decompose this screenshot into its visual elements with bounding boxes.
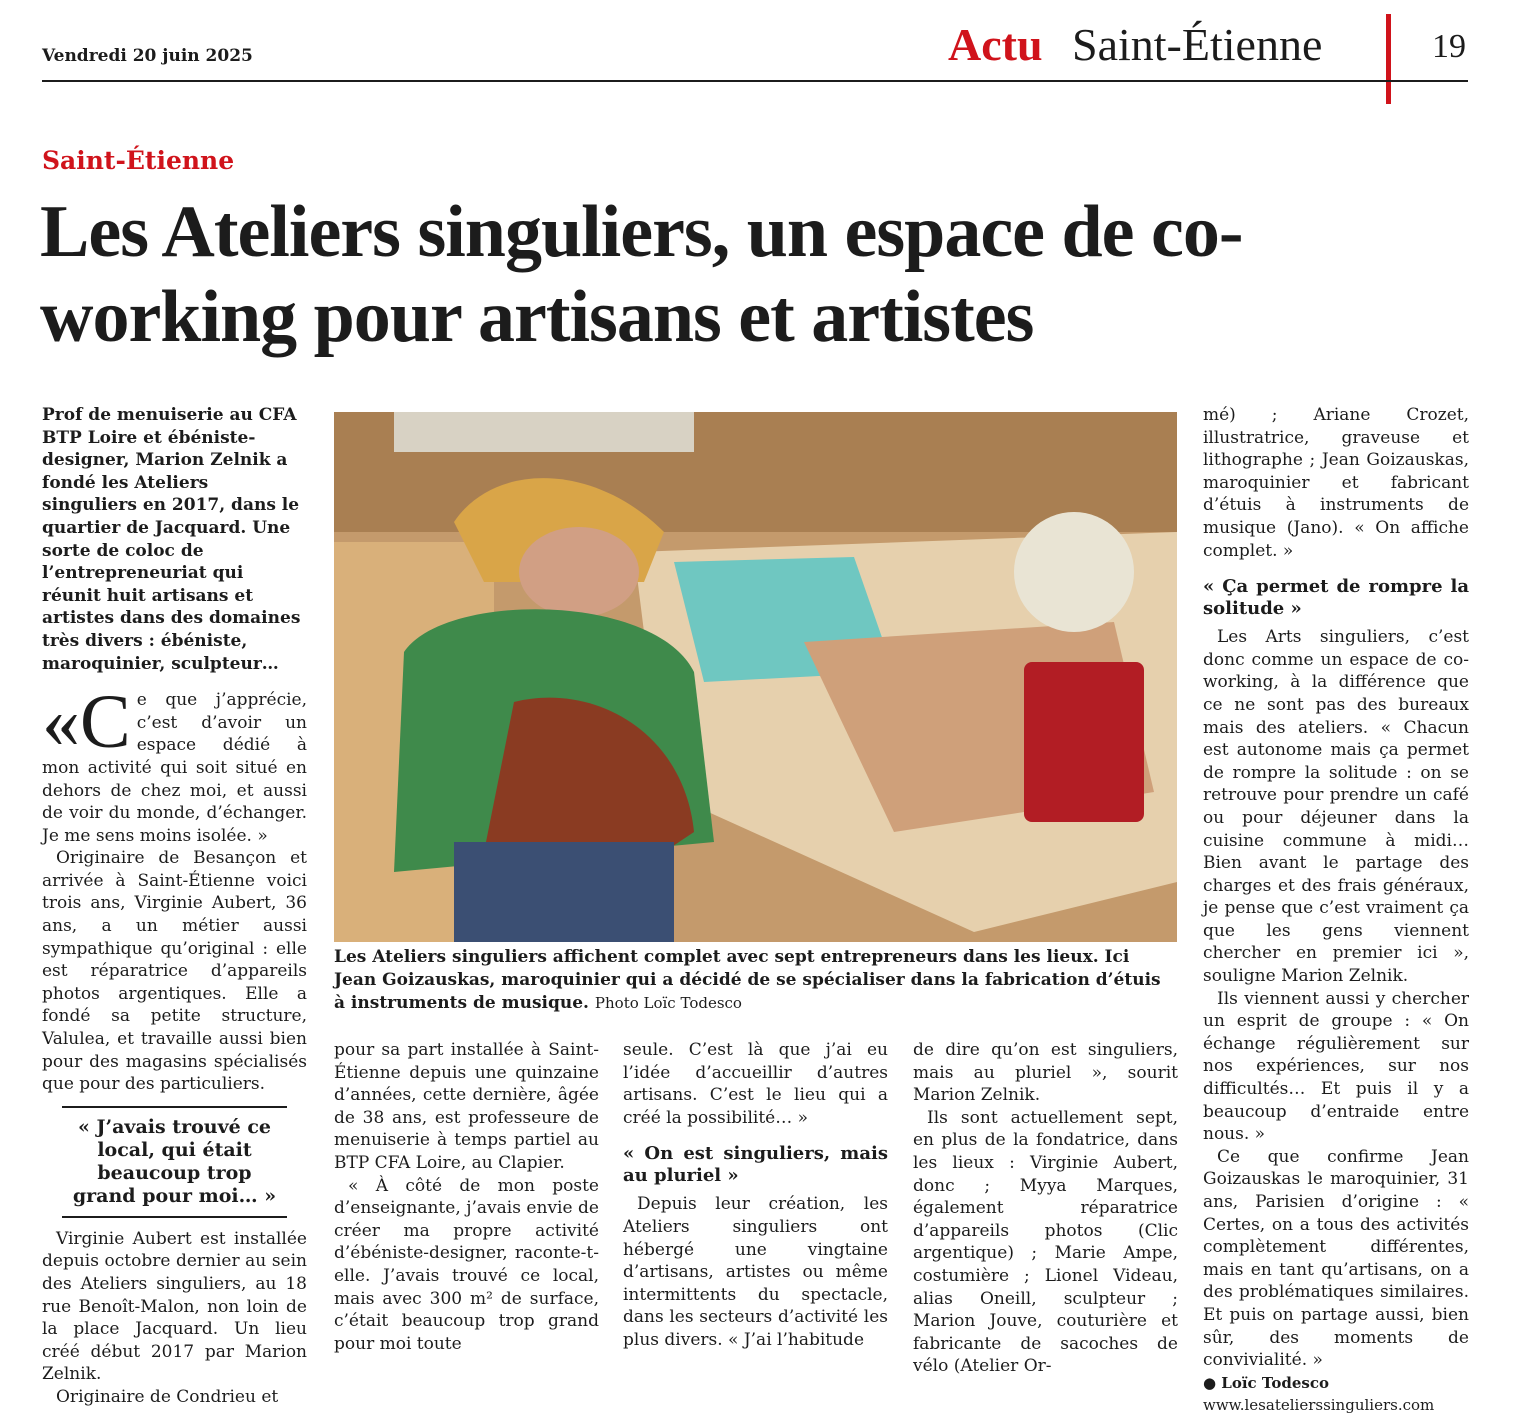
body-paragraph: Ils sont actuellement sept, en plus de la fondatrice, dans les lieux : Virginie Aubert, donc ; Myya Marques, également réparatrice d’appareils photos (Clic argentique) ; Marie Ampe, costumière ; Lionel Videau, alias Oneill, sculpteur ; Marion Jouve, couturière et fabricante de sacoches de vélo (Atelier Or- [913,1107,1178,1377]
author-signature: ● Loïc Todesco [1203,1373,1329,1392]
subheading: « On est singuliers, mais au pluriel » [623,1143,888,1187]
body-paragraph: Originaire de Besançon et arrivée à Saint-Étienne voici trois ans, Virginie Aubert, 36 ans, a un métier aussi sympathique qu’original : elle est réparatrice d’appareils photos argentiques. Elle a fondé sa petite structure, Valulea, et travaille aussi bien pour des magasins spécialisés que pour des particuliers. [42,848,307,1095]
article-headline: Les Ateliers singuliers, un espace de co-working pour artisans et artistes [40,191,1243,358]
column-4 [913,1039,1178,1378]
body-paragraph: pour sa part installée à Saint-Étienne depuis une quinzaine d’années, cette dernière, âgée de 38 ans, est professeure de menuiserie à temps partiel au BTP CFA Loire, au Clapier. [334,1040,599,1173]
body-paragraph: seule. C’est là que j’ai eu l’idée d’accueillir d’autres artisans. C’est le lieu qui a créé la possibilité… » [623,1040,888,1128]
column-1 [42,404,307,1409]
website-link[interactable]: www.lesatelierssinguliers.com [1203,1396,1435,1415]
section-city: Saint-Étienne [1072,19,1323,70]
opening-quote-paragraph: «C e que j’apprécie, c’est d’avoir un espace dédié à mon activité qui soit situé en dehors de chez moi, et aussi de voir du monde, d’échanger. Je me sens moins isolée. » [42,680,307,846]
column-3 [623,1039,888,1352]
photo-caption: Les Ateliers singuliers affichent complet avec sept entrepreneurs dans les lieux. Ici Jean Goizauskas, maroquinier qui a décidé de se spécialiser dans la fabrication d’étuis à instruments de musique. Photo Loïc Todesco [334,947,1161,1013]
body-paragraph: Ce que confirme Jean Goizauskas le maroquinier, 31 ans, Parisien d’origine : « Certes, on a tous des activités complètement différentes, mais en tant qu’artisans, on a des problématiques similaires. Et puis on partage aussi, bien sûr, des moments de convivialité. » [1203,1146,1469,1371]
column-2 [334,1039,599,1355]
body-paragraph: Les Arts singuliers, c’est donc comme un espace de co-working, à la différence que ce ne sont pas des bureaux mais des ateliers. « Chacun est autonome mais ça permet de rompre la solitude : on se retrouve pour prendre un café ou pour déjeuner dans la cuisine commune à midi… Bien avant le partage des charges et des frais généraux, je pense que c’est vraiment ça que les gens viennent chercher en premier ici », souligne Marion Zelnik. [1203,627,1469,987]
body-paragraph: Ils viennent aussi y chercher un esprit de groupe : « On échange régulièrement sur nos expériences, sur nos difficultés… Et puis il y a beaucoup d’entraide entre nous. » [1203,988,1469,1145]
section-actu: Actu [948,19,1043,70]
article-photo [334,412,1177,942]
body-paragraph: de dire qu’on est singuliers, mais au pluriel », sourit Marion Zelnik. [913,1040,1178,1106]
body-paragraph: Originaire de Condrieu et [56,1386,279,1407]
page-number: 19 [1432,28,1466,65]
subheading: « Ça permet de rompre la solitude » [1203,576,1469,620]
workshop-photo-illustration [334,412,1177,942]
header-rule [42,80,1468,82]
article-kicker: Saint-Étienne [42,146,235,175]
body-paragraph: Virginie Aubert est installée depuis octobre dernier au sein des Ateliers singuliers, au 18 rue Benoît-Malon, non loin de la place Jacquard. Un lieu créé début 2017 par Marion Zelnik. [42,1228,307,1385]
column-5 [1203,404,1469,1417]
body-paragraph: mé) ; Ariane Crozet, illustratrice, graveuse et lithographe ; Jean Goizauskas, maroquinier et fabricant d’étuis à instruments de musique (Jano). « On affiche complet. » [1203,405,1469,561]
body-paragraph: Depuis leur création, les Ateliers singuliers ont hébergé une vingtaine d’artisans, artistes ou même intermittents du spectacle, dans les secteurs d’activité les plus divers. « J’ai l’habitude [623,1194,888,1350]
photo-credit: Photo Loïc Todesco [594,994,742,1012]
body-paragraph: « À côté de mon poste d’enseignante, j’avais envie de créer ma propre activité d’ébéniste-designer, raconte-t-elle. J’avais trouvé ce local, mais avec 300 m² de surface, c’était beaucoup trop grand pour moi toute [334,1175,599,1354]
pull-quote: « J’avais trouvé ce local, qui était beaucoup trop grand pour moi… » [62,1106,287,1218]
issue-date: Vendredi 20 juin 2025 [42,46,253,66]
article-lead: Prof de menuiserie au CFA BTP Loire et ébéniste-designer, Marion Zelnik a fondé les Ateliers singuliers en 2017, dans le quartier de Jacquard. Une sorte de coloc de l’entrepreneuriat qui réunit huit artisans et artistes dans des domaines très divers : ébéniste, maroquinier, sculpteur… [42,405,301,674]
section-divider-bar [1386,14,1391,104]
drop-cap: «C [42,680,131,765]
